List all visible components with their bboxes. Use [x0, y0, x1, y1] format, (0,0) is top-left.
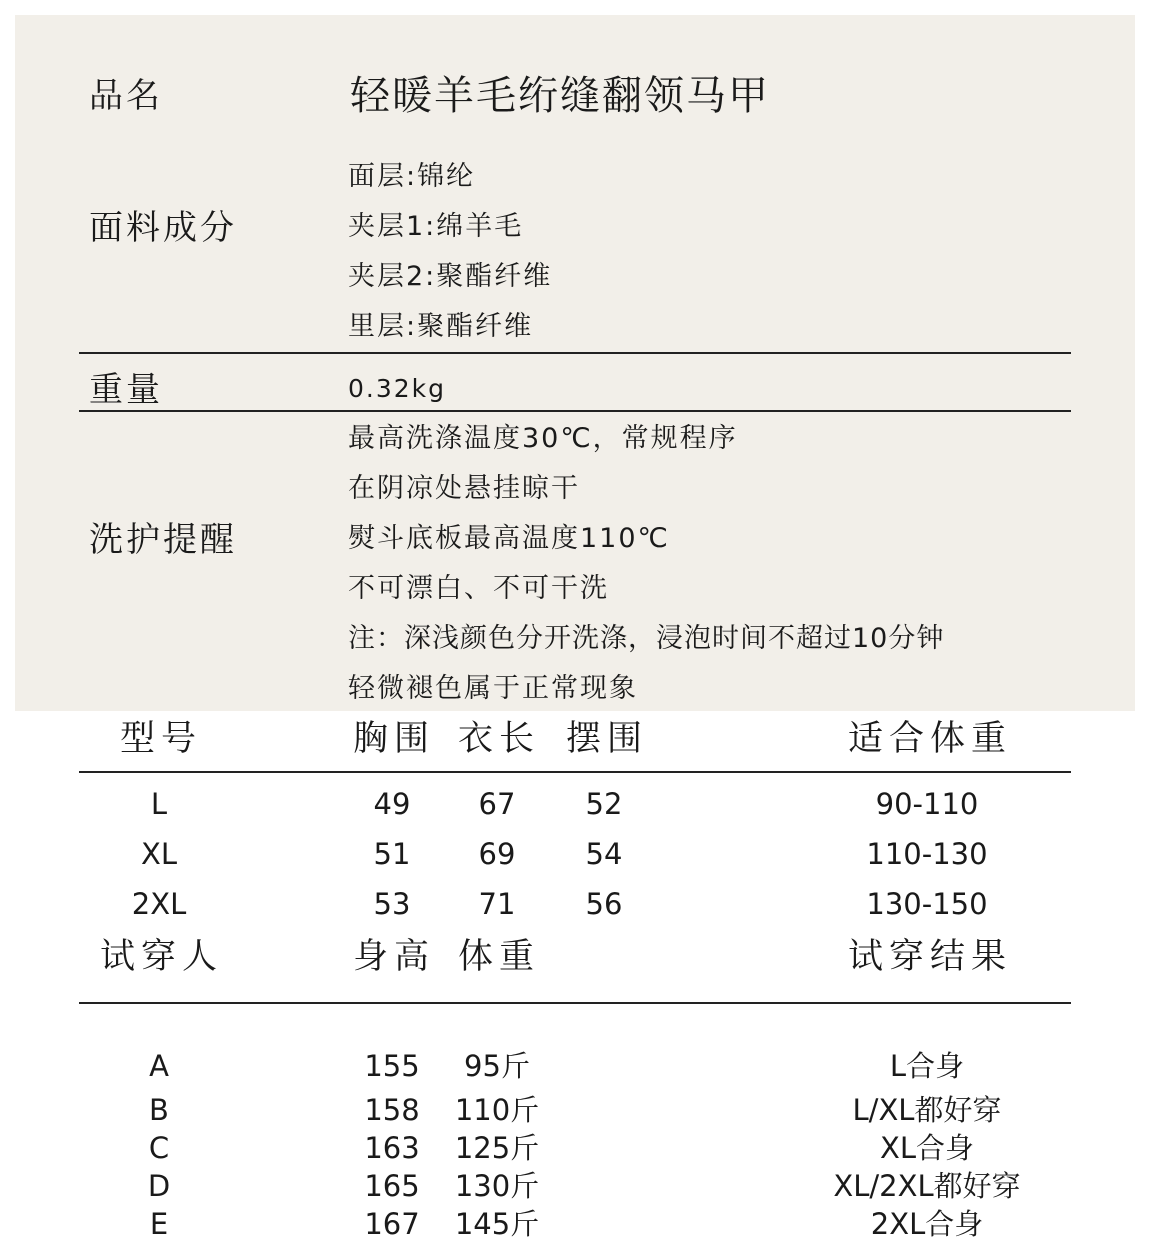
care-line: 轻微褪色属于正常现象: [348, 673, 638, 704]
body-weight-cell: 95斤: [464, 1049, 530, 1083]
person-cell: B: [149, 1093, 169, 1127]
height-cell: 163: [364, 1131, 420, 1165]
divider: [79, 771, 1071, 773]
fabric-line: 面层:锦纶: [348, 161, 476, 192]
height-header: 身高: [353, 937, 436, 977]
divider: [79, 352, 1071, 354]
care-line: 熨斗底板最高温度110℃: [348, 523, 670, 554]
fit-weight-cell: 130-150: [866, 887, 988, 921]
result-cell: L合身: [889, 1049, 965, 1083]
divider: [79, 1002, 1071, 1004]
result-header: 试穿结果: [848, 937, 1013, 977]
chest-cell: 51: [373, 837, 411, 871]
chest-cell: 49: [373, 787, 411, 821]
length-cell: 69: [478, 837, 516, 871]
height-cell: 155: [364, 1049, 420, 1083]
fit-weight-cell: 110-130: [866, 837, 988, 871]
fit-weight-header: 适合体重: [848, 719, 1013, 759]
result-cell: 2XL合身: [870, 1207, 984, 1241]
care-line: 注：深浅颜色分开洗涤，浸泡时间不超过10分钟: [348, 623, 945, 654]
person-cell: C: [148, 1131, 170, 1165]
size-cell: 2XL: [131, 887, 187, 921]
hem-cell: 56: [585, 887, 623, 921]
result-cell: L/XL都好穿: [852, 1093, 1002, 1127]
length-cell: 67: [478, 787, 516, 821]
product-name-value: 轻暖羊毛绗缝翻领马甲: [350, 73, 770, 119]
weight-label: 重量: [89, 370, 163, 410]
weight-value: 0.32kg: [348, 374, 447, 403]
chest-cell: 53: [373, 887, 411, 921]
info-panel: [15, 15, 1135, 711]
care-label: 洗护提醒: [89, 520, 237, 560]
fit-weight-cell: 90-110: [875, 787, 979, 821]
body-weight-cell: 125斤: [454, 1131, 540, 1165]
result-cell: XL/2XL都好穿: [833, 1169, 1021, 1203]
length-header: 衣长: [458, 719, 541, 759]
product-name-label: 品名: [89, 76, 163, 116]
person-cell: A: [149, 1049, 169, 1083]
care-line: 最高洗涤温度30℃，常规程序: [348, 423, 738, 454]
divider: [79, 410, 1071, 412]
body-weight-cell: 145斤: [454, 1207, 540, 1241]
person-cell: D: [147, 1169, 171, 1203]
size-header: 型号: [120, 719, 203, 759]
height-cell: 165: [364, 1169, 420, 1203]
body-weight-cell: 110斤: [454, 1093, 540, 1127]
fabric-line: 夹层2:聚酯纤维: [348, 261, 553, 292]
care-line: 在阴凉处悬挂晾干: [348, 473, 580, 504]
length-cell: 71: [478, 887, 516, 921]
hem-header: 摆围: [566, 719, 649, 759]
hem-cell: 54: [585, 837, 623, 871]
hem-cell: 52: [585, 787, 623, 821]
size-cell: XL: [140, 837, 178, 871]
fabric-line: 里层:聚酯纤维: [348, 311, 534, 342]
height-cell: 158: [364, 1093, 420, 1127]
result-cell: XL合身: [879, 1131, 975, 1165]
size-cell: L: [150, 787, 168, 821]
fabric-line: 夹层1:绵羊毛: [348, 211, 524, 242]
person-header: 试穿人: [100, 937, 224, 977]
fabric-label: 面料成分: [89, 208, 237, 248]
person-cell: E: [149, 1207, 169, 1241]
body-weight-header: 体重: [458, 937, 541, 977]
chest-header: 胸围: [353, 719, 436, 759]
body-weight-cell: 130斤: [454, 1169, 540, 1203]
care-line: 不可漂白、不可干洗: [348, 573, 609, 604]
height-cell: 167: [364, 1207, 420, 1241]
